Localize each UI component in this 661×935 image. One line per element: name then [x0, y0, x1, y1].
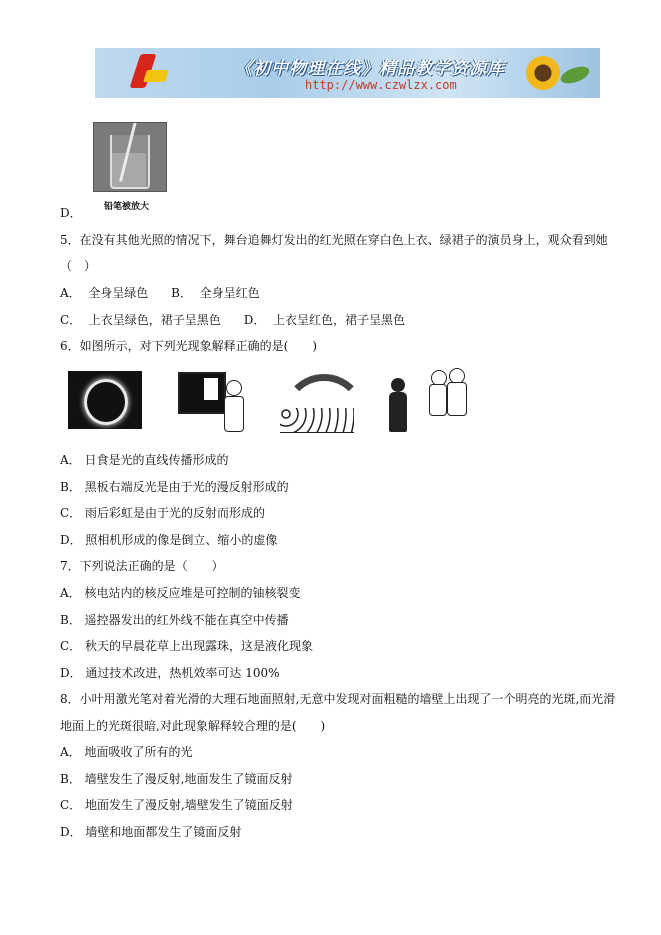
q8-option-b: B． 墙壁发生了漫反射,地面发生了镜面反射: [60, 772, 293, 786]
child1-body-shape: [429, 384, 447, 416]
q8-option-c: C． 地面发生了漫反射,墙壁发生了镜面反射: [60, 798, 293, 812]
child2-body-shape: [447, 382, 467, 416]
q6-option-b: B． 黑板右端反光是由于光的漫反射形成的: [60, 480, 289, 494]
banner-title: 《初中物理在线》精品教学资源库: [235, 59, 505, 79]
rainbow-figure: [278, 370, 358, 434]
q5-stem-line1: 5．在没有其他光照的情况下，舞台追舞灯发出的红光照在穿白色上衣、绿裙子的演员身上，观众看到她: [60, 233, 608, 247]
flowers-shape: [280, 408, 354, 433]
teacher-head-shape: [226, 380, 242, 396]
header-banner: [95, 48, 600, 98]
solar-eclipse-figure: [68, 371, 142, 429]
q5-stem-line2: （ ）: [60, 259, 97, 273]
q8-option-a: A． 地面吸收了所有的光: [60, 745, 193, 759]
q6-figures: [60, 368, 480, 436]
q6-stem: 6．如图所示，对下列光现象解释正确的是( ): [60, 339, 317, 353]
q8-stem-line2: 地面上的光斑很暗,对此现象解释较合理的是( ): [60, 719, 326, 733]
pencil-in-glass-photo: [93, 122, 167, 192]
banner-url: http://www.czwlzx.com: [305, 78, 457, 92]
photo-caption: 铅笔被放大: [104, 202, 150, 212]
blackboard-figure: [178, 370, 248, 434]
leaf-icon: [559, 63, 592, 86]
q6-option-a: A． 日食是光的直线传播形成的: [60, 453, 229, 467]
q7-stem: 7．下列说法正确的是（ ）: [60, 559, 224, 573]
q7-option-a: A． 核电站内的核反应堆是可控制的铀核裂变: [60, 586, 301, 600]
blackboard-shape: [178, 372, 226, 414]
q8-option-d: D． 墙壁和地面都发生了镜面反射: [60, 825, 242, 839]
photographer-head-shape: [391, 378, 405, 392]
logo-accent-icon: [143, 70, 169, 82]
q8-stem-line1: 8．小叶用激光笔对着光滑的大理石地面照射,无意中发现对面粗糙的墙壁上出现了一个明亮的光斑,而光滑: [60, 692, 616, 706]
q6-option-c: C． 雨后彩虹是由于光的反射而形成的: [60, 506, 265, 520]
sunflower-icon: [526, 56, 560, 90]
water-shape: [112, 153, 146, 187]
photographer-body-shape: [389, 392, 407, 432]
q6-option-d: D． 照相机形成的像是倒立、缩小的虚像: [60, 533, 278, 547]
board-glare-shape: [204, 378, 218, 400]
teacher-body-shape: [224, 396, 244, 432]
q4-option-d: D．: [60, 206, 82, 220]
q5-options-row1: A． 全身呈绿色 B． 全身呈红色: [60, 286, 260, 300]
camera-photo-figure: [385, 368, 475, 436]
q7-option-d: D． 通过技术改进，热机效率可达 100%: [60, 666, 280, 680]
q5-options-row2: C． 上衣呈绿色，裙子呈黑色 D． 上衣呈红色，裙子呈黑色: [60, 313, 405, 327]
q7-option-c: C． 秋天的早晨花草上出现露珠，这是液化现象: [60, 639, 313, 653]
eclipse-ring-shape: [84, 379, 128, 425]
q7-option-b: B． 遥控器发出的红外线不能在真空中传播: [60, 613, 289, 627]
